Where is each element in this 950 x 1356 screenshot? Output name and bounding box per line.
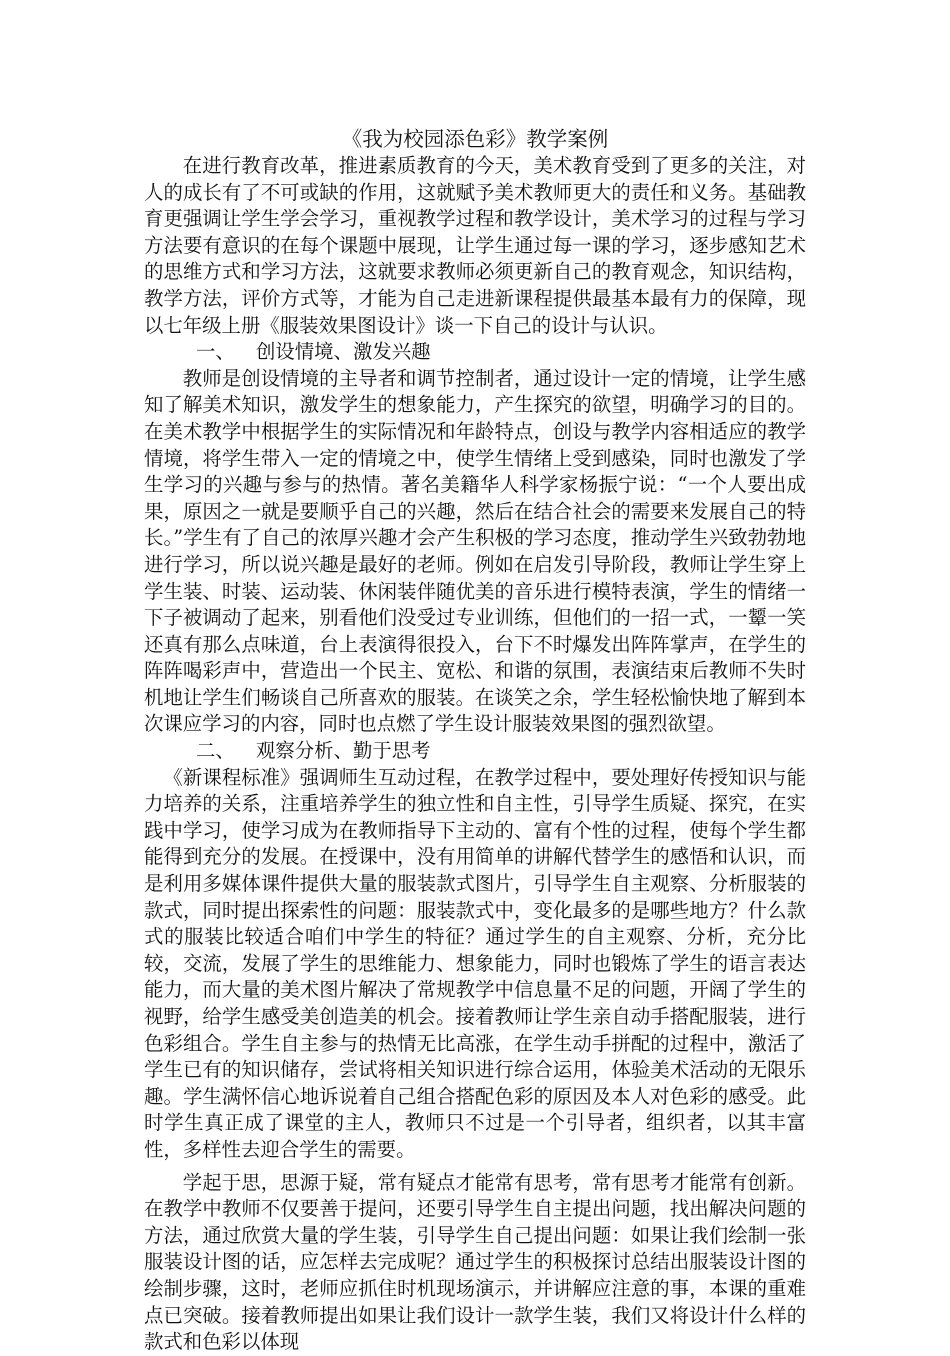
section-number: 二、 <box>196 739 235 763</box>
section-heading-2 <box>144 738 806 765</box>
section-number: 一、 <box>196 340 235 364</box>
document-page <box>144 126 806 1356</box>
section-heading-text: 创设情境、激发兴趣 <box>256 340 431 364</box>
intro-paragraph: 在进行教育改革，推进素质教育的今天，美术教育受到了更多的关注，对人的成长有了不可或缺的作用，这就赋予美术教师更大的责任和义务。基础教育更强调让学生学会学习，重视教学过程和教学设计，美术学习的过程与学习方法要有意识的在每个课题中展现，让学生通过每一课的学习，逐步感知艺术的思维方式和学习方法，这就要求教师必须更新自己的教育观念，知识结构，教学方法，评价方式等，才能为自己走进新课程提供最基本最有力的保障，现以七年级上册《服装效果图设计》谈一下自己的设计与认识。 <box>144 154 806 337</box>
section1-paragraph: 教师是创设情境的主导者和调节控制者，通过设计一定的情境，让学生感知了解美术知识，激发学生的想象能力，产生探究的欲望，明确学习的目的。在美术教学中根据学生的实际情况和年龄特点，创设与教学内容相适应的教学情境，将学生带入一定的情境之中，使学生情绪上受到感染，同时也激发了学生学习的兴趣与参与的热情。著名美籍华人科学家杨振宁说：“一个人要出成果，原因之一就是要顺乎自己的兴趣，然后在结合社会的需要来发展自己的特长。”学生有了自己的浓厚兴趣才会产生积极的学习态度，推动学生兴致勃勃地进行学习，所以说兴趣是最好的老师。例如在启发引导阶段，教师让学生穿上学生装、时装、运动装、休闲装伴随优美的音乐进行模特表演，学生的情绪一下子被调动了起来，别看他们没受过专业训练，但他们的一招一式，一颦一笑还真有那么点味道，台上表演得很投入，台下不时爆发出阵阵掌声，在学生的阵阵喝彩声中，营造出一个民主、宽松、和谐的氛围，表演结束后教师不失时机地让学生们畅谈自己所喜欢的服装。在谈笑之余，学生轻松愉快地了解到本次课应学习的内容，同时也点燃了学生设计服装效果图的强烈欲望。 <box>144 366 806 736</box>
document-title: 《我为校园添色彩》教学案例 <box>341 127 609 151</box>
section-heading-text: 观察分析、勤于思考 <box>256 739 431 763</box>
section-heading-1 <box>144 339 806 366</box>
section2-paragraph: 《新课程标准》强调师生互动过程，在教学过程中，要处理好传授知识与能力培养的关系，注重培养学生的独立性和自主性，引导学生质疑、探究，在实践中学习，使学习成为在教师指导下主动的、富有个性的过程，使每个学生都能得到充分的发展。在授课中，没有用简单的讲解代替学生的感悟和认识，而是利用多媒体课件提供大量的服装款式图片，引导学生自主观察、分析服装的款式，同时提出探索性的问题：服装款式中，变化最多的是哪些地方？什么款式的服装比较适合咱们中学生的特征？通过学生的自主观察、分析，充分比较，交流，发展了学生的思维能力、想象能力，同时也锻炼了学生的语言表达能力，而大量的美术图片解决了常规教学中信息量不足的问题，开阔了学生的视野，给学生感受美创造美的机会。接着教师让学生亲自动手搭配服装，进行色彩组合。学生自主参与的热情无比高涨，在学生动手拼配的过程中，激活了学生已有的知识储存，尝试将相关知识进行综合运用，体验美术活动的无限乐趣。学生满怀信心地诉说着自己组合搭配色彩的原因及本人对色彩的感受。此时学生真正成了课堂的主人，教师只不过是一个引导者，组织者，以其丰富性，多样性去迎合学生的需要。 <box>144 765 806 1161</box>
section2-paragraph-2: 学起于思，思源于疑，常有疑点才能常有思考，常有思考才能常有创新。在教学中教师不仅要善于提问，还要引导学生自主提出问题，找出解决问题的方法，通过欣赏大量的学生装，引导学生自己提出问题：如果让我们绘制一张服装设计图的话，应怎样去完成呢？通过学生的积极探讨总结出服装设计图的绘制步骤，这时，老师应抓住时机现场演示，并讲解应注意的事，本课的重难点已突破。接着教师提出如果让我们设计一款学生装，我们又将设计什么样的款式和色彩以体现 <box>144 1170 806 1354</box>
